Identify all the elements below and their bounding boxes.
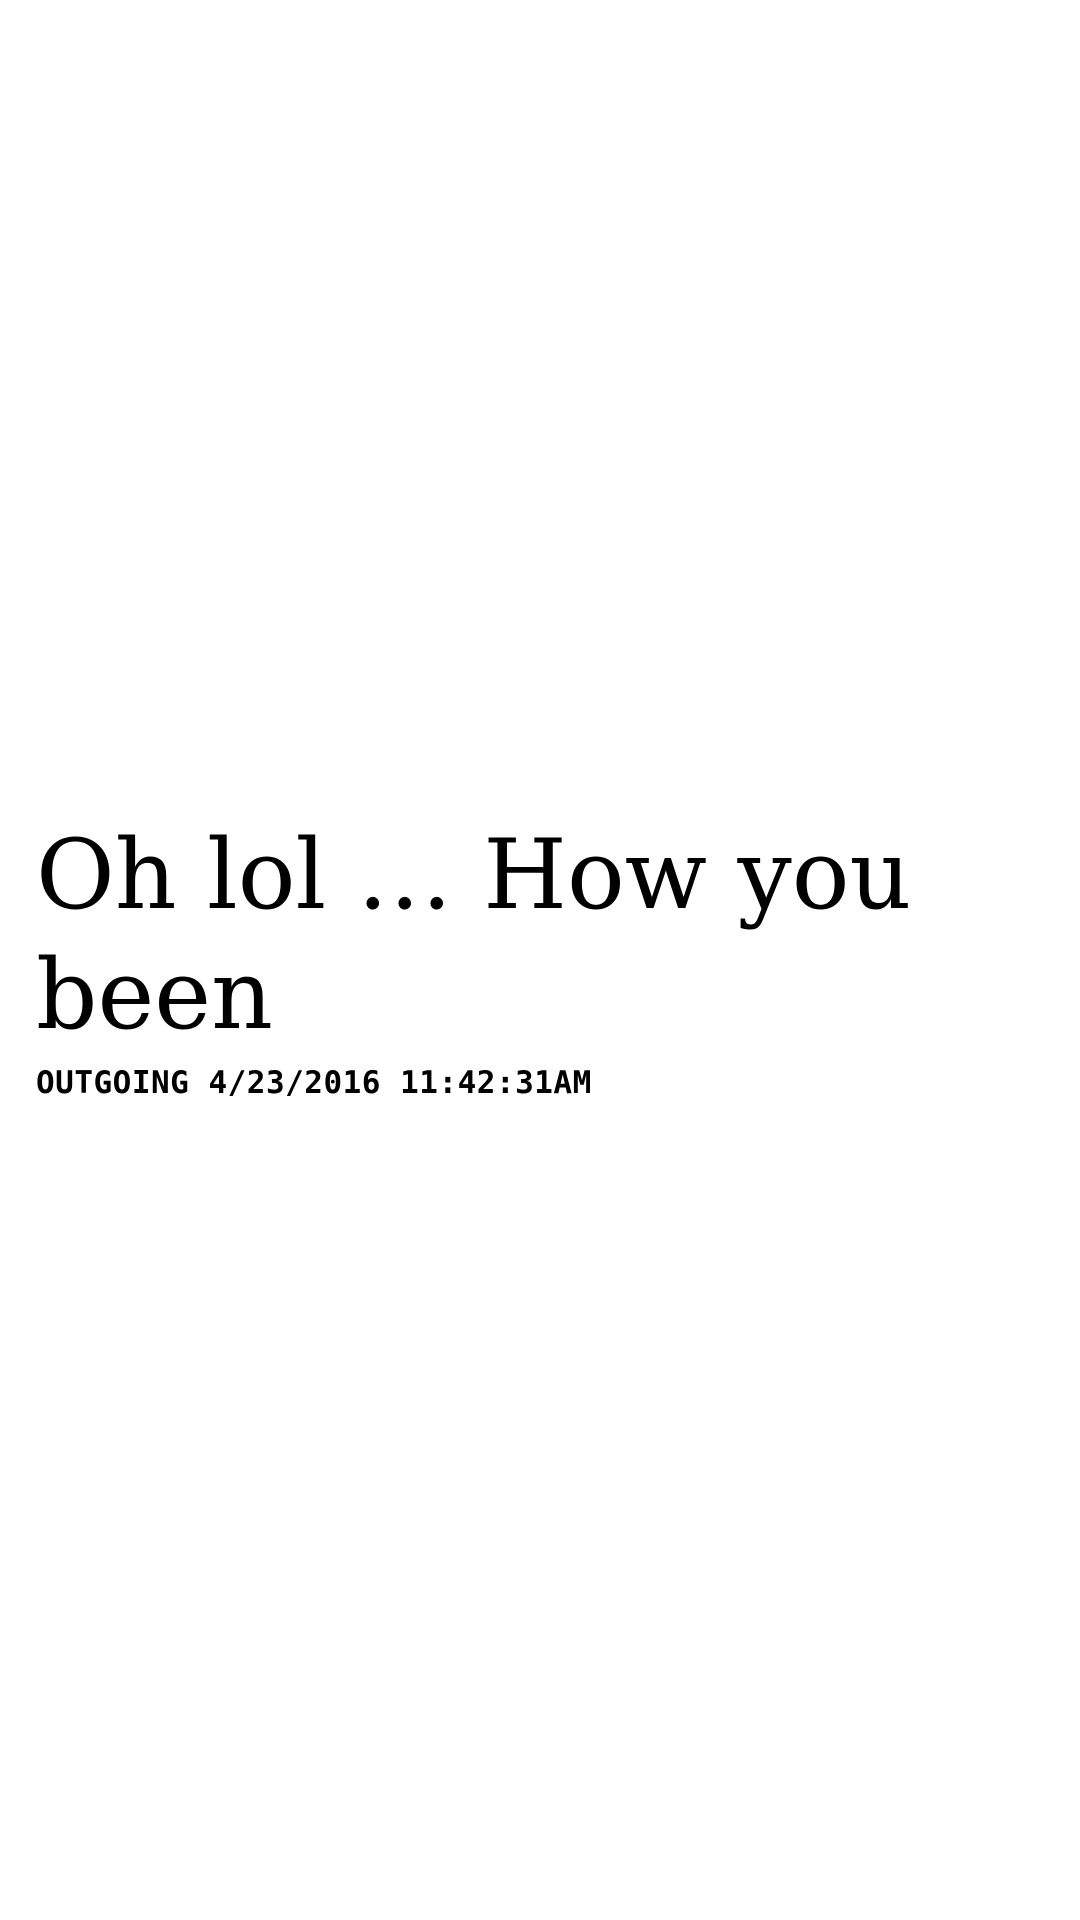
message-text: Oh lol … How you been <box>36 819 912 1051</box>
message-timestamp: 4/23/2016 11:42:31AM <box>208 1065 592 1101</box>
message-direction: OUTGOING <box>36 1065 190 1101</box>
message-meta <box>36 1063 996 1103</box>
message-entry <box>36 815 996 1103</box>
